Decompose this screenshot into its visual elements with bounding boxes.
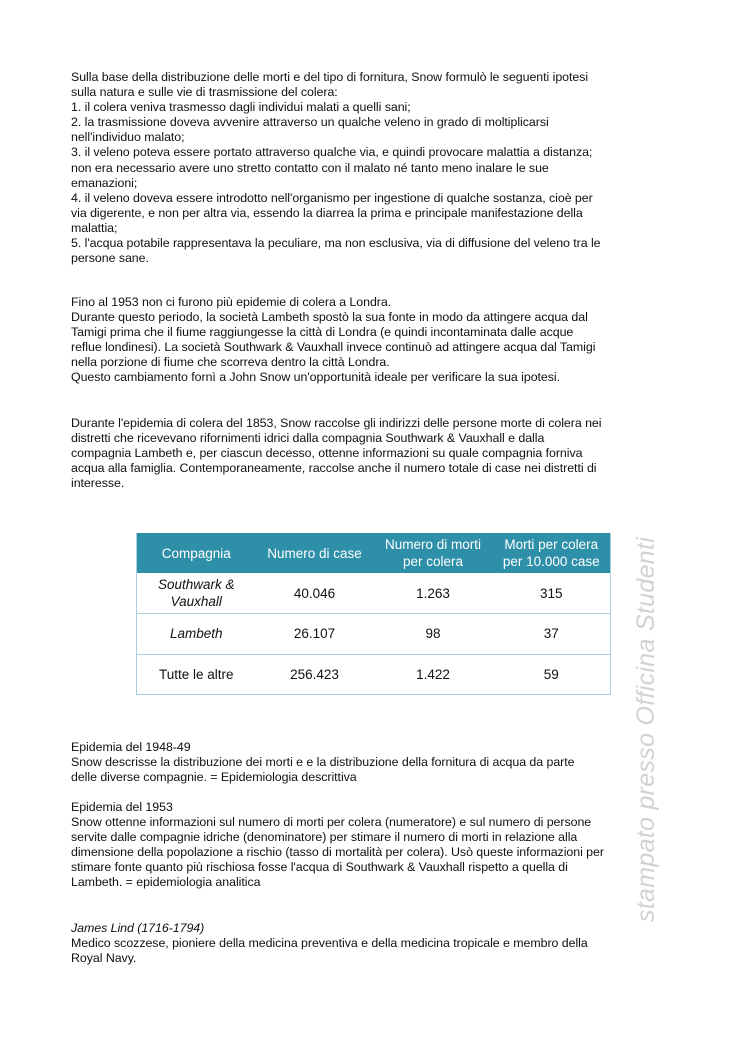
rate-cell: 37 (493, 614, 611, 655)
epidemic-1953-paragraph (71, 800, 681, 891)
text-line: via digerente, e non per altra via, essendo la diarrea la prima e principale manifestazione della (71, 205, 583, 220)
section-heading: James Lind (1716-1794) (71, 921, 205, 935)
london-paragraph (71, 295, 681, 386)
text-line: reflue londinesi). La società Southwark & Vauxhall invece continuò ad attingere acqua dal Tamigi (71, 340, 596, 355)
text-line: Snow descrisse la distribuzione dei morti e e la distribuzione della fornitura di acqua da parte (71, 755, 575, 770)
text-line: nell'individuo malato; (71, 130, 185, 145)
houses-cell: 40.046 (256, 573, 374, 614)
deaths-cell: 98 (374, 614, 493, 655)
company-cell: Southwark & Vauxhall (137, 573, 256, 614)
text-line: non era necessario avere uno stretto contatto con il malato né tanto meno inalare le sue (71, 160, 549, 175)
hypotheses-paragraph (71, 70, 681, 266)
text-line: nella porzione di fiume che scorreva dentro la città Londra. (71, 355, 390, 370)
text-line: 2. la trasmissione doveva avvenire attraverso un qualche veleno in grado di moltiplicarsi (71, 115, 549, 130)
text-line: distretti che ricevevano rifornimenti idrici dalla compagnia Southwark & Vauxhall e dalla (71, 431, 545, 446)
text-line: dimensione della popolazione a rischio (tasso di mortalità per colera). Usò queste informazioni per (71, 845, 604, 860)
text-line: Fino al 1953 non ci furono più epidemie di colera a Londra. (71, 295, 392, 309)
column-header: Numero di case (256, 533, 374, 573)
table-row (137, 654, 611, 695)
watermark-text: stampato presso Officina Studenti (632, 536, 660, 922)
deaths-cell: 1.263 (374, 573, 493, 614)
rate-cell: 59 (493, 654, 611, 695)
text-line: 3. il veleno poteva essere portato attraverso qualche via, e quindi provocare malattia a distanza; (71, 145, 593, 160)
column-header: Compagnia (137, 533, 256, 573)
table-row (137, 573, 611, 614)
text-line: 5. l'acqua potabile rappresentava la peculiare, ma non esclusiva, via di diffusione del veleno tra le (71, 236, 601, 251)
text-line: 4. il veleno doveva essere introdotto nell'organismo per ingestione di qualche sostanza, cioè per (71, 190, 593, 205)
james-lind-paragraph (71, 921, 681, 966)
cholera-table (136, 533, 610, 695)
text-line: persone sane. (71, 251, 149, 266)
text-line: acqua alla famiglia. Contemporaneamente, raccolse anche il numero totale di case nei distretti di (71, 461, 597, 476)
text-line: emanazioni; (71, 175, 138, 190)
text-line: Medico scozzese, pioniere della medicina preventiva e della medicina tropicale e membro della (71, 936, 588, 951)
text-line: compagnia Lambeth e, per ciascun decesso, ottenne informazioni su quale compagnia forniva (71, 446, 583, 461)
text-line: Durante l'epidemia di colera del 1853, Snow raccolse gli indirizzi delle persone morte di colera nei (71, 416, 602, 430)
text-line: delle diverse compagnie. = Epidemiologia descrittiva (71, 770, 357, 785)
text-line: malattia; (71, 220, 118, 235)
company-cell: Tutte le altre (137, 654, 256, 695)
table-row (137, 614, 611, 655)
text-line: Tamigi prima che il fiume raggiungesse la città di Londra (e quindi incontaminata dalle acque (71, 325, 574, 340)
epidemic-1853-paragraph (71, 416, 681, 491)
text-line: Questo cambiamento fornì a John Snow un'opportunità ideale per verificare la sua ipotesi. (71, 370, 561, 385)
text-line: Snow ottenne informazioni sul numero di morti per colera (numeratore) e sul numero di persone (71, 815, 592, 830)
table-header-row (137, 533, 611, 573)
section-heading: Epidemia del 1953 (71, 800, 173, 814)
text-line: interesse. (71, 476, 125, 491)
text-line: 1. il colera veniva trasmesso dagli individui malati a quelli sani; (71, 100, 411, 115)
rate-cell: 315 (493, 573, 611, 614)
text-line: Sulla base della distribuzione delle morti e del tipo di fornitura, Snow formulò le seguenti ipotesi (71, 70, 589, 84)
houses-cell: 256.423 (256, 654, 374, 695)
column-header: Morti per colera per 10.000 case (493, 533, 611, 573)
text-line: Durante questo periodo, la società Lambeth spostò la sua fonte in modo da attingere acqua dal (71, 310, 588, 325)
section-heading: Epidemia del 1948-49 (71, 740, 191, 754)
text-line: stimare fonte quanto più rischiosa fosse l'acqua di Southwark & Vauxhall rispetto a quella di (71, 860, 568, 875)
text-line: servite dalle compagnie idriche (denominatore) per stimare il numero di morti in relazione alla (71, 830, 578, 845)
column-header: Numero di morti per colera (374, 533, 493, 573)
text-line: Lambeth. = epidemiologia analitica (71, 875, 261, 890)
houses-cell: 26.107 (256, 614, 374, 655)
epidemic-1948-paragraph (71, 740, 681, 785)
deaths-cell: 1.422 (374, 654, 493, 695)
text-line: sulla natura e sulle vie di trasmissione del colera: (71, 85, 338, 100)
company-cell: Lambeth (137, 614, 256, 655)
text-line: Royal Navy. (71, 951, 137, 966)
